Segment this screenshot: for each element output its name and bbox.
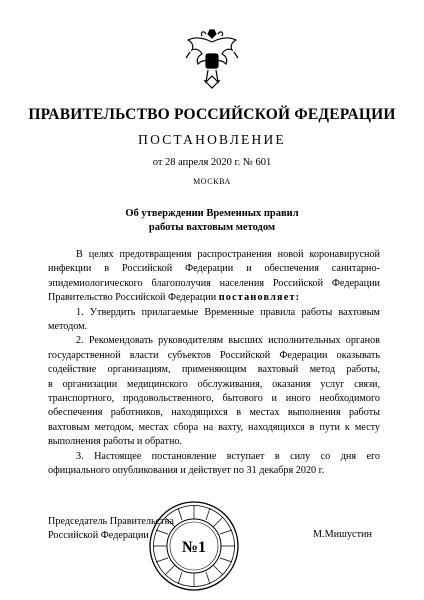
- government-title: ПРАВИТЕЛЬСТВО РОССИЙСКОЙ ФЕДЕРАЦИИ: [28, 106, 396, 123]
- official-seal-stamp-icon: [148, 500, 240, 592]
- date-and-number: от 28 апреля 2020 г. № 601: [152, 157, 272, 168]
- subject-line: работы вахтовым методом: [148, 222, 276, 233]
- body-line: содействие организациям, применяющим вахтовый метод работы,: [48, 364, 380, 376]
- body-line: 3. Настоящее постановление вступает в силу со дня его: [76, 450, 380, 462]
- document-subject: [0, 207, 424, 235]
- body-line: государственной власти субъектов Российской Федерации оказывать: [48, 349, 380, 361]
- body-line: транспортного, продовольственного, бытового и иного необходимого: [48, 392, 380, 404]
- body-text-resolves: постановляет:: [218, 292, 301, 304]
- body-line: эпидемиологического благополучия населения Российской Федерации: [48, 277, 380, 289]
- subject-line: Об утверждении Временных правил: [125, 208, 299, 219]
- body-line: обеспечения работников, находящихся в местах выполнения работы: [48, 407, 380, 419]
- body-line: официального опубликования и действует по 31 декабря 2020 г.: [48, 464, 325, 476]
- body-line: выполнения работы и обратно.: [48, 436, 183, 448]
- seal-number: №1: [181, 539, 207, 556]
- body-line: вахтовым методом, местах сбора на вахту, находящихся в пути к месту: [48, 421, 380, 433]
- document-body: [48, 248, 380, 478]
- double-headed-eagle-emblem-icon: [182, 28, 242, 92]
- city: МОСКВА: [193, 177, 231, 186]
- signatory-title-line: Председатель Правительства: [48, 516, 174, 527]
- body-line: В целях предотвращения распространения новой коронавирусной: [76, 249, 380, 260]
- body-line: 2. Рекомендовать руководителям высших исполнительных органов: [76, 335, 380, 347]
- body-line: инфекции в Российской Федерации и обеспечения санитарно-: [48, 263, 380, 275]
- body-line: в организации медицинского обслуживания, оказания услуг связи,: [48, 378, 380, 390]
- body-line: [48, 291, 380, 305]
- signatory-title-line: Российской Федерации: [48, 530, 149, 542]
- body-text-plain: Правительство Российской Федерации: [48, 292, 219, 304]
- signatory-name: М.Мишустин: [313, 529, 372, 540]
- body-line: методом.: [48, 320, 88, 332]
- body-line: 1. Утвердить прилагаемые Временные правила работы вахтовым: [76, 306, 380, 318]
- document-type: ПОСТАНОВЛЕНИЕ: [138, 132, 286, 147]
